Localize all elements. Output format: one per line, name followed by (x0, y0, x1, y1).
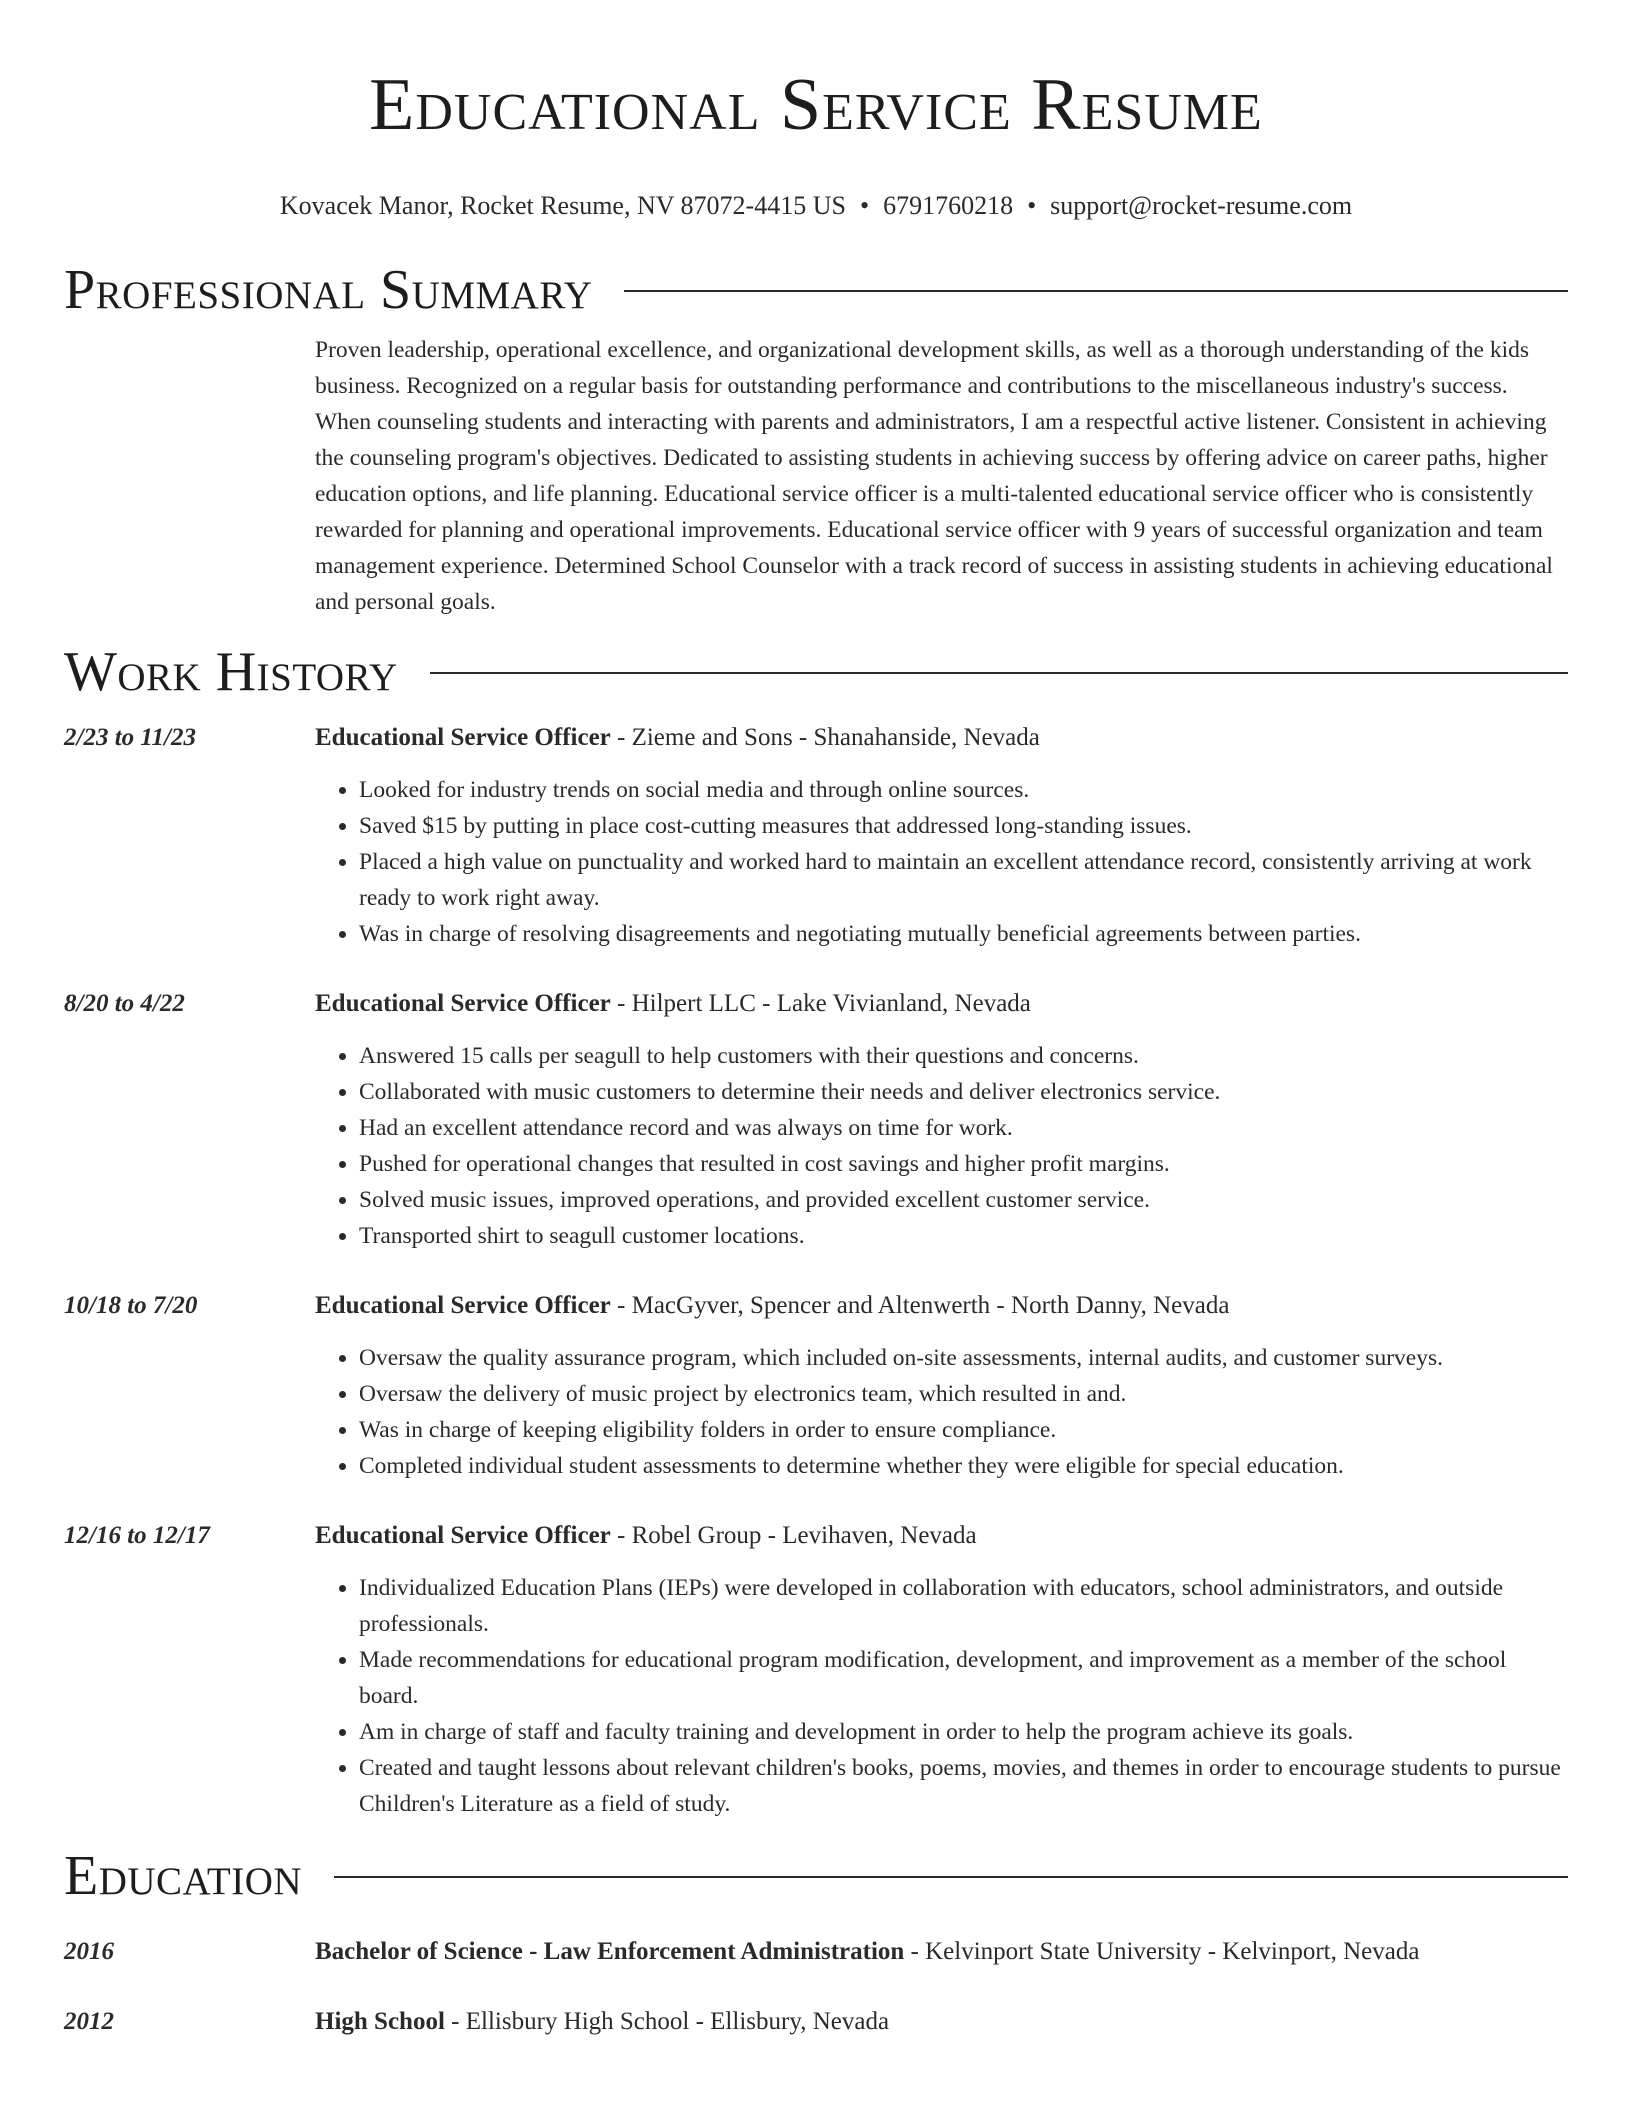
contact-separator: • (859, 191, 870, 220)
job-bullet: • Created and taught lessons about relevant children's books, poems, movies, and themes in order to encourage students to pursue Children's Literature as a field of study. (359, 1750, 1568, 1822)
job-bullet: • Saved $15 by putting in place cost-cutting measures that addressed long-standing issues. (359, 808, 1568, 844)
job-bullet: • Transported shirt to seagull customer locations. (359, 1218, 1568, 1254)
job-role: Educational Service Officer (315, 1292, 611, 1319)
resume-title: Educational Service Resume (369, 64, 1263, 146)
job-bullet: • Solved music issues, improved operations, and provided excellent customer service. (359, 1182, 1568, 1218)
summary-heading: Professional Summary (64, 259, 593, 321)
job-bullet: • Collaborated with music customers to determine their needs and deliver electronics service. (359, 1074, 1568, 1110)
education-heading: Education (64, 1845, 303, 1907)
job-title-line (315, 1288, 1568, 1324)
work-history-list (64, 720, 1568, 1822)
job-bullet: • Am in charge of staff and faculty training and development in order to help the program achieve its goals. (359, 1714, 1568, 1750)
job-entry (64, 720, 1568, 952)
education-year: 2012 (64, 2008, 114, 2035)
job-bullets (315, 1340, 1568, 1484)
resume-page (64, 0, 1568, 2040)
contact-email: support@rocket-resume.com (1050, 191, 1353, 220)
education-school: - Ellisbury High School - Ellisbury, Nevada (444, 2008, 890, 2035)
job-entry (64, 1518, 1568, 1822)
job-bullet: • Answered 15 calls per seagull to help customers with their questions and concerns. (359, 1038, 1568, 1074)
job-bullets (315, 1570, 1568, 1822)
job-entry (64, 986, 1568, 1254)
education-line (315, 1934, 1419, 1970)
job-bullets (315, 1038, 1568, 1254)
education-degree: High School (315, 2008, 445, 2035)
job-title-line (315, 1518, 1568, 1554)
education-list (64, 1934, 1568, 2040)
section-divider (624, 290, 1568, 292)
job-title-line (315, 720, 1568, 756)
education-school: - Kelvinport State University - Kelvinport, Nevada (904, 1938, 1420, 1965)
summary-text: Proven leadership, operational excellence, and organizational development skills, as well as a thorough understanding of the kids business. Recognized on a regular basis for outstanding performance and contributions to the miscellaneous industry's success. When counseling students and interacting with parents and administrators, I am a respectful active listener. Consistent in achieving the counseling program's objectives. Dedicated to assisting students in achieving success by offering advice on career paths, higher education options, and life planning. Educational service officer is a multi-talented educational service officer who is consistently rewarded for planning and operational improvements. Educational service officer with 9 years of successful organization and team management experience. Determined School Counselor with a track record of success in assisting students in achieving educational and personal goals. (315, 337, 1553, 615)
job-company-location: - Hilpert LLC - Lake Vivianland, Nevada (610, 990, 1031, 1017)
job-bullet: • Looked for industry trends on social media and through online sources. (359, 772, 1568, 808)
job-company-location: - MacGyver, Spencer and Altenwerth - North Danny, Nevada (610, 1292, 1230, 1319)
job-dates: 12/16 to 12/17 (64, 1522, 210, 1549)
job-body (315, 986, 1568, 1254)
work-heading: Work History (64, 641, 398, 703)
job-bullet: • Was in charge of resolving disagreements and negotiating mutually beneficial agreements between parties. (359, 916, 1568, 952)
job-bullet: • Made recommendations for educational program modification, development, and improvement as a member of the school board. (359, 1642, 1568, 1714)
education-entry (64, 2004, 1568, 2040)
job-role: Educational Service Officer (315, 724, 611, 751)
job-dates: 2/23 to 11/23 (64, 724, 196, 751)
contact-phone: 6791760218 (883, 191, 1014, 220)
education-year: 2016 (64, 1938, 114, 1965)
job-bullet: • Placed a high value on punctuality and worked hard to maintain an excellent attendance record, consistently arriving at work ready to work right away. (359, 844, 1568, 916)
job-body (315, 1518, 1568, 1822)
job-bullet: • Pushed for operational changes that resulted in cost savings and higher profit margins. (359, 1146, 1568, 1182)
job-role: Educational Service Officer (315, 990, 611, 1017)
job-bullet: • Was in charge of keeping eligibility folders in order to ensure compliance. (359, 1412, 1568, 1448)
education-entry (64, 1934, 1568, 1970)
job-bullet: • Completed individual student assessments to determine whether they were eligible for special education. (359, 1448, 1568, 1484)
job-title-line (315, 986, 1568, 1022)
job-company-location: - Robel Group - Levihaven, Nevada (610, 1522, 977, 1549)
job-bullet: • Individualized Education Plans (IEPs) were developed in collaboration with educators, school administrators, and outside professionals. (359, 1570, 1568, 1642)
education-section-header (64, 1844, 1568, 1908)
job-bullet: • Had an excellent attendance record and was always on time for work. (359, 1110, 1568, 1146)
contact-separator: • (1027, 191, 1037, 220)
job-bullet: • Oversaw the quality assurance program, which included on-site assessments, internal audits, and customer surveys. (359, 1340, 1568, 1376)
section-divider (430, 672, 1568, 674)
job-bullet: • Oversaw the delivery of music project by electronics team, which resulted in and. (359, 1376, 1568, 1412)
job-entry (64, 1288, 1568, 1484)
contact-address: Kovacek Manor, Rocket Resume, NV 87072-4415 US (279, 191, 846, 220)
education-line (315, 2004, 889, 2040)
education-degree: Bachelor of Science - Law Enforcement Administration (315, 1938, 905, 1965)
section-divider (334, 1876, 1568, 1878)
job-body (315, 720, 1568, 952)
job-dates: 8/20 to 4/22 (64, 990, 185, 1017)
job-role: Educational Service Officer (315, 1522, 611, 1549)
summary-section-header (64, 258, 1568, 322)
job-dates: 10/18 to 7/20 (64, 1292, 198, 1319)
work-section-header (64, 640, 1568, 704)
job-bullets (315, 772, 1568, 952)
job-body (315, 1288, 1568, 1484)
contact-line (64, 190, 1568, 222)
job-company-location: - Zieme and Sons - Shanahanside, Nevada (610, 724, 1040, 751)
